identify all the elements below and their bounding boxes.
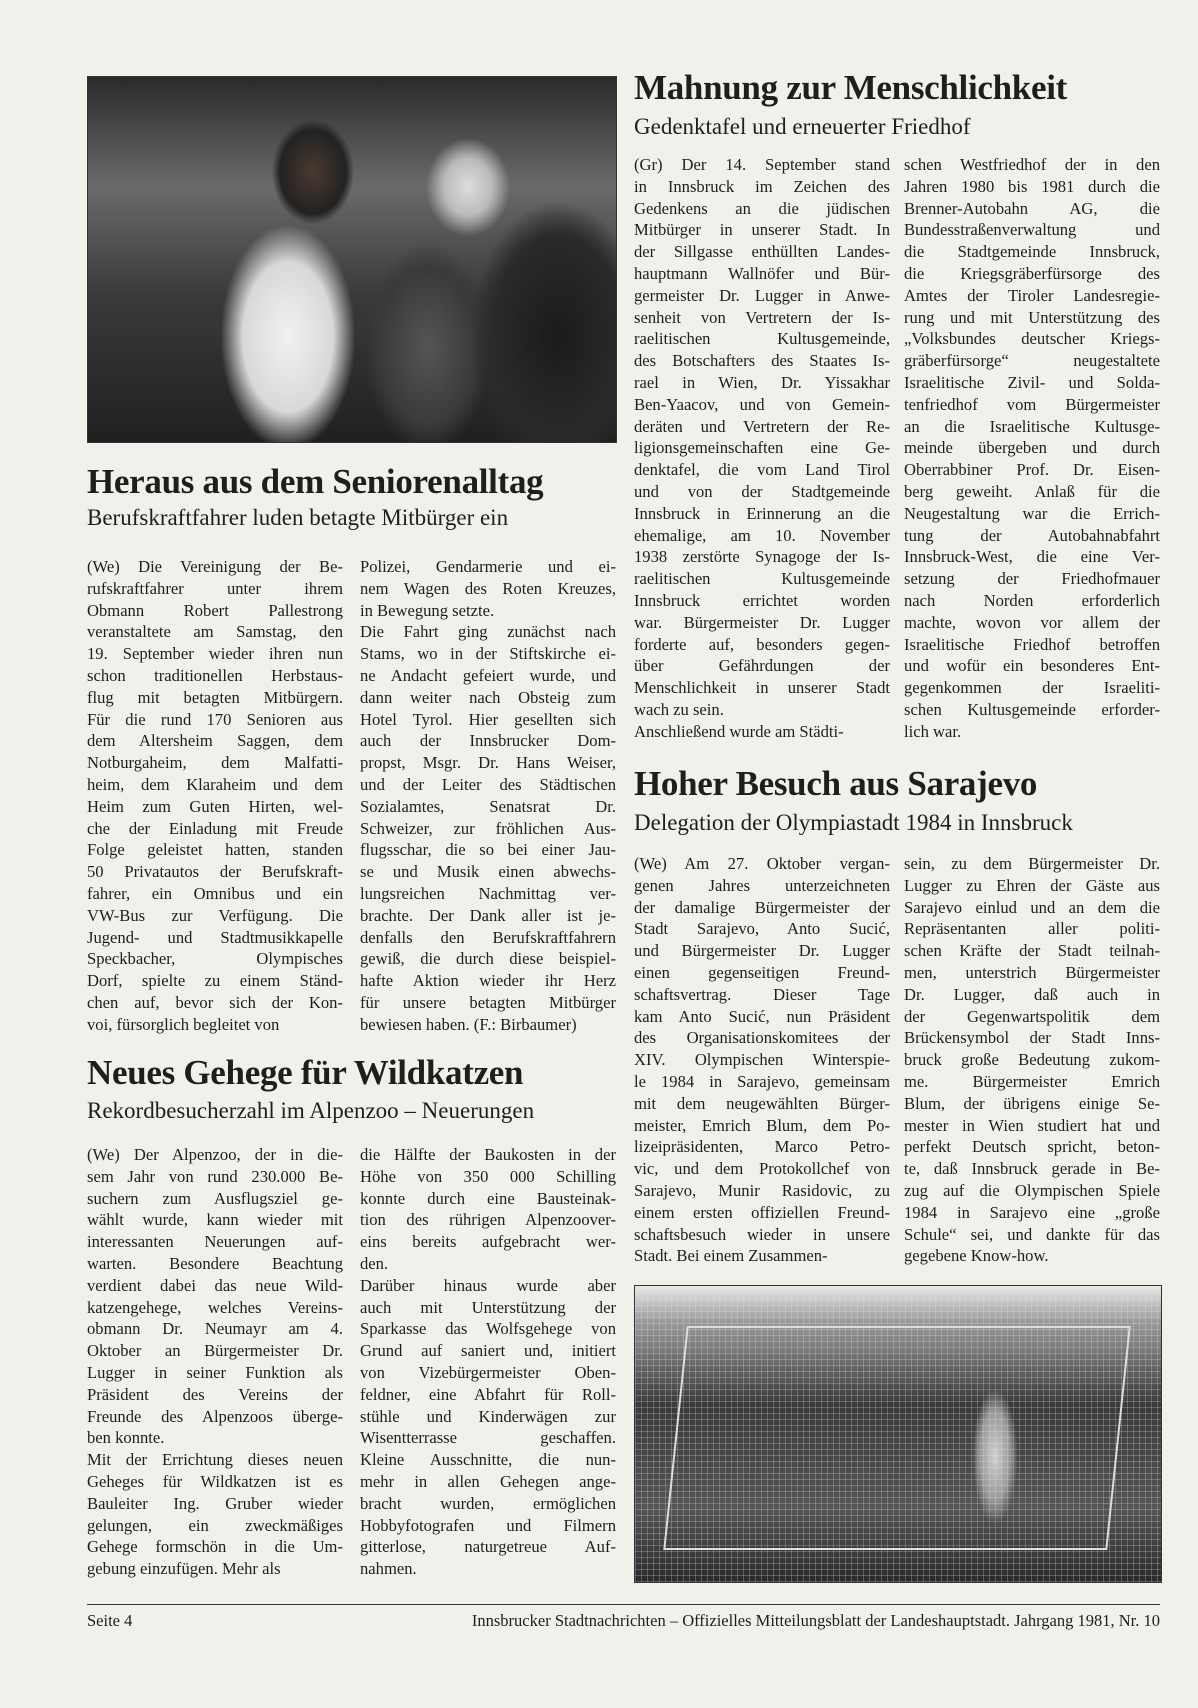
text-line: der Sillgasse enthüllten Landes- xyxy=(634,242,890,262)
text-line: gegebene Know-how. xyxy=(904,1246,1049,1266)
text-line: raelitischen Kultusgemeinde, xyxy=(634,329,890,349)
text-line: hauptmann Wallnöfer und Bür- xyxy=(634,263,890,283)
text-line: Lugger zu Ehren der Gäste aus xyxy=(904,875,1160,895)
column-senioren-1 xyxy=(87,556,343,1036)
text-line: genen Jahres unterzeichneten xyxy=(634,875,890,895)
text-line: rufskraftfahrer unter ihrem xyxy=(87,578,343,598)
text-line: Oberrabbiner Prof. Dr. Eisen- xyxy=(904,460,1160,480)
column-wildkatzen-2 xyxy=(360,1144,616,1580)
text-line: Die Fahrt ging zunächst nach xyxy=(360,622,616,642)
text-line: berg geweiht. Anlaß für die xyxy=(904,481,1160,501)
text-line: und Bürgermeister Dr. Lugger xyxy=(634,941,890,961)
text-line: perfekt Deutsch spricht, beton- xyxy=(904,1137,1160,1157)
column-mahnung-2 xyxy=(904,154,1160,743)
text-line: rung und mit Unterstützung des xyxy=(904,307,1160,327)
text-line: Sozialamtes, Senatsrat Dr. xyxy=(360,796,616,816)
text-line: und der Leiter des Städtischen xyxy=(360,774,616,794)
text-line: gewiß, die durch diese beispiel- xyxy=(360,949,616,969)
text-line: raelitischen Kultusgemeinde xyxy=(634,569,890,589)
headline-sarajevo: Hoher Besuch aus Sarajevo xyxy=(634,764,1038,803)
text-line: germeister Dr. Lugger in Anwe- xyxy=(634,285,890,305)
text-line: Notburgaheim, dem Malfatti- xyxy=(87,753,343,773)
text-line: bracht wurden, ermöglichen xyxy=(360,1493,616,1513)
text-line: forderte auf, besonders gegen- xyxy=(634,634,890,654)
text-line: ligionsgemeinschaften eine Ge- xyxy=(634,438,890,458)
text-line: feldner, eine Abfahrt für Roll- xyxy=(360,1384,616,1404)
text-line: Ben-Yaacov, und von Gemein- xyxy=(634,394,890,414)
text-line: (We) Der Alpenzoo, der in die- xyxy=(87,1145,343,1164)
text-line: Geheges für Wildkatzen ist es xyxy=(87,1471,343,1491)
text-line: Hotel Tyrol. Hier gesellten sich xyxy=(360,709,616,729)
text-line: einem ersten offiziellen Freund- xyxy=(634,1202,890,1222)
subheadline-senioren: Berufskraftfahrer luden betagte Mitbürger ein xyxy=(87,505,509,530)
text-line: schen Kräfte der Stadt teilnah- xyxy=(904,941,1160,961)
text-line: Innsbruck errichtet worden xyxy=(634,590,890,610)
text-line: sein, zu dem Bürgermeister Dr. xyxy=(904,854,1160,873)
text-line: heim, dem Klaraheim und dem xyxy=(87,774,343,794)
text-line: bruck große Bedeutung zukom- xyxy=(904,1050,1160,1070)
text-line: meinde übergeben und durch xyxy=(904,438,1160,458)
text-line: war. Bürgermeister Dr. Lugger xyxy=(634,612,890,632)
text-line: Grund auf saniert und, initiert xyxy=(360,1341,616,1361)
text-line: chen auf, bevor sich der Kon- xyxy=(87,992,343,1012)
text-line: Gehege formschön in die Um- xyxy=(87,1537,343,1557)
text-line: Schweizer, zur fröhlichen Aus- xyxy=(360,818,616,838)
text-line: der Gegenwartspolitik dem xyxy=(904,1006,1160,1026)
subheadline-sarajevo: Delegation der Olympiastadt 1984 in Innsbruck xyxy=(634,810,1073,835)
text-line: lizeipräsidenten, Marco Petro- xyxy=(634,1137,890,1157)
column-senioren-2 xyxy=(360,556,616,1036)
text-line: gebung einzufügen. Mehr als xyxy=(87,1559,281,1579)
text-line: die Stadtgemeinde Innsbruck, xyxy=(904,242,1160,262)
text-line: Anschließend wurde am Städti- xyxy=(634,721,844,741)
text-line: schon traditionellen Herbstaus- xyxy=(87,665,343,685)
text-line: Präsident des Vereins der xyxy=(87,1384,343,1404)
text-line: den. xyxy=(360,1253,389,1273)
text-line: (Gr) Der 14. September stand xyxy=(634,155,890,174)
text-line: „Volksbundes deutscher Kriegs- xyxy=(904,329,1160,349)
text-line: Mit der Errichtung dieses neuen xyxy=(87,1450,343,1470)
text-line: kam Anto Sucić, nun Präsident xyxy=(634,1006,890,1026)
photo-wildcat-enclosure xyxy=(634,1285,1162,1583)
text-line: stühle und Kinderwägen zur xyxy=(360,1406,616,1426)
text-line: schen Westfriedhof der in den xyxy=(904,155,1160,174)
subheadline-wildkatzen: Rekordbesucherzahl im Alpenzoo – Neuerungen xyxy=(87,1098,535,1123)
text-line: die Hälfte der Baukosten in der xyxy=(360,1145,616,1164)
text-line: Jahren 1980 bis 1981 durch die xyxy=(904,176,1160,196)
text-line: Sparkasse das Wolfsgehege von xyxy=(360,1319,616,1339)
text-line: ben konnte. xyxy=(87,1428,165,1448)
text-line: Menschlichkeit in unserer Stadt xyxy=(634,678,890,698)
text-line: Polizei, Gendarmerie und ei- xyxy=(360,557,616,576)
text-line: Blum, der übrigens einige Se- xyxy=(904,1093,1160,1113)
text-line: Gedenkens an die jüdischen xyxy=(634,198,890,218)
text-line: Obmann Robert Pallestrong xyxy=(87,600,343,620)
text-line: Höhe von 350 000 Schilling xyxy=(360,1166,616,1186)
text-line: des Organisationskomitees der xyxy=(634,1028,890,1048)
text-line: Freunde des Alpenzoos überge- xyxy=(87,1406,343,1426)
text-line: bewiesen haben. (F.: Birbaumer) xyxy=(360,1014,577,1034)
text-line: nem Wagen des Roten Kreuzes, xyxy=(360,578,616,598)
text-line: veranstaltete am Samstag, den xyxy=(87,622,343,642)
text-line: wählt wurde, kann wieder mit xyxy=(87,1210,343,1230)
text-line: katzengehege, welches Vereins- xyxy=(87,1297,343,1317)
text-line: VW-Bus zur Verfügung. Die xyxy=(87,905,343,925)
text-line: Heim zum Guten Hirten, wel- xyxy=(87,796,343,816)
text-line: Stadt Sarajevo, Anto Sucić, xyxy=(634,919,890,939)
text-line: Darüber hinaus wurde aber xyxy=(360,1275,616,1295)
text-line: mehr in allen Gehegen ange- xyxy=(360,1471,616,1491)
text-line: über Gefährdungen der xyxy=(634,656,890,676)
column-sarajevo-2 xyxy=(904,853,1160,1267)
text-line: ne Andacht gefeiert wurde, und xyxy=(360,665,616,685)
text-line: XIV. Olympischen Winterspie- xyxy=(634,1050,890,1070)
text-line: rael in Wien, Dr. Yissakhar xyxy=(634,372,890,392)
text-line: einen gegenseitigen Freund- xyxy=(634,962,890,982)
text-line: gelungen, ein zweckmäßiges xyxy=(87,1515,343,1535)
text-line: le 1984 in Sarajevo, gemeinsam xyxy=(634,1071,890,1091)
text-line: von Vizebürgermeister Oben- xyxy=(360,1362,616,1382)
text-line: die Kriegsgräberfürsorge des xyxy=(904,263,1160,283)
text-line: Bauleiter Ing. Gruber wieder xyxy=(87,1493,343,1513)
text-line: Brenner-Autobahn AG, die xyxy=(904,198,1160,218)
text-line: für unsere betagten Mitbürger xyxy=(360,992,616,1012)
text-line: propst, Msgr. Dr. Hans Weiser, xyxy=(360,753,616,773)
text-line: meister, Emrich Blum, dem Po- xyxy=(634,1115,890,1135)
text-line: mit dem neugewählten Bürger- xyxy=(634,1093,890,1113)
text-line: und wofür ein besonderes Ent- xyxy=(904,656,1160,676)
text-line: Innsbruck in Erinnerung an die xyxy=(634,503,890,523)
text-line: hafte Aktion wieder ihr Herz xyxy=(360,971,616,991)
text-line: Speckbacher, Olympisches xyxy=(87,949,343,969)
text-line: 1984 in Sarajevo eine „große xyxy=(904,1202,1160,1222)
headline-mahnung: Mahnung zur Menschlichkeit xyxy=(634,68,1067,107)
text-line: brachte. Der Dank aller ist je- xyxy=(360,905,616,925)
page-number: Seite 4 xyxy=(87,1611,133,1630)
text-line: se und Musik einen abwechs- xyxy=(360,862,616,882)
text-line: in Innsbruck im Zeichen des xyxy=(634,176,890,196)
text-line: lungsreichen Nachmittag ver- xyxy=(360,883,616,903)
text-line: (We) Am 27. Oktober vergan- xyxy=(634,854,890,873)
text-line: Stams, wo in der Stiftskirche ei- xyxy=(360,644,616,664)
text-line: Lugger in seiner Funktion als xyxy=(87,1362,343,1382)
text-line: nahmen. xyxy=(360,1559,417,1579)
headline-wildkatzen: Neues Gehege für Wildkatzen xyxy=(87,1053,524,1092)
text-line: tung der Autobahnabfahrt xyxy=(904,525,1160,545)
column-mahnung-1 xyxy=(634,154,890,743)
text-line: 1938 zerstörte Synagoge der Is- xyxy=(634,547,890,567)
text-line: te, daß Innsbruck gerade in Be- xyxy=(904,1159,1160,1179)
text-line: in Bewegung setzte. xyxy=(360,600,495,620)
text-line: Amtes der Tiroler Landesregie- xyxy=(904,285,1160,305)
text-line: konnte durch eine Bausteinak- xyxy=(360,1188,616,1208)
text-line: des Botschafters des Staates Is- xyxy=(634,351,890,371)
text-line: setzung der Friedhofmauer xyxy=(904,569,1160,589)
text-line: schen Kultusgemeinde erforder- xyxy=(904,699,1160,719)
text-line: sem Jahr von rund 230.000 Be- xyxy=(87,1166,343,1186)
text-line: dann weiter nach Obsteig zum xyxy=(360,687,616,707)
headline-senioren: Heraus aus dem Seniorenalltag xyxy=(87,462,544,501)
text-line: Dr. Lugger, daß auch in xyxy=(904,984,1160,1004)
text-line: Stadt. Bei einem Zusammen- xyxy=(634,1246,828,1266)
text-line: dem Altersheim Saggen, dem xyxy=(87,731,343,751)
text-line: schaftsbesuch wieder in unsere xyxy=(634,1224,890,1244)
text-line: an die Israelitische Kultusge- xyxy=(904,416,1160,436)
text-line: Wisentterrasse geschaffen. xyxy=(360,1428,616,1448)
text-line: interessanten Neuerungen auf- xyxy=(87,1232,343,1252)
text-line: machte, wovon vor allem der xyxy=(904,612,1160,632)
text-line: deräten und Vertretern der Re- xyxy=(634,416,890,436)
text-line: Bundesstraßenverwaltung und xyxy=(904,220,1160,240)
text-line: Innsbruck-West, die eine Ver- xyxy=(904,547,1160,567)
text-line: senheit von Vertretern der Is- xyxy=(634,307,890,327)
text-line: me. Bürgermeister Emrich xyxy=(904,1071,1160,1091)
column-wildkatzen-1 xyxy=(87,1144,343,1580)
text-line: Oktober an Bürgermeister Dr. xyxy=(87,1341,343,1361)
text-line: Neugestaltung war die Errich- xyxy=(904,503,1160,523)
text-line: gegenkommen der Israeliti- xyxy=(904,678,1160,698)
text-line: Repräsentanten aller politi- xyxy=(904,919,1160,939)
text-line: fahrer, ein Omnibus und ein xyxy=(87,883,343,903)
text-line: Für die rund 170 Senioren aus xyxy=(87,709,343,729)
text-line: tion des rührigen Alpenzoover- xyxy=(360,1210,616,1230)
text-line: wach zu sein. xyxy=(634,699,724,719)
text-line: verdient dabei das neue Wild- xyxy=(87,1275,343,1295)
text-line: Sarajevo, Munir Rasidovic, zu xyxy=(634,1180,890,1200)
column-sarajevo-1 xyxy=(634,853,890,1267)
text-line: lich war. xyxy=(904,721,962,741)
text-line: der damalige Bürgermeister der xyxy=(634,897,890,917)
text-line: (We) Die Vereinigung der Be- xyxy=(87,557,343,576)
text-line: gitterlose, naturgetreue Auf- xyxy=(360,1537,616,1557)
text-line: Sarajevo einlud und an dem die xyxy=(904,897,1160,917)
text-line: Mitbürger in unserer Stadt. In xyxy=(634,220,890,240)
text-line: Hobbyfotografen und Filmern xyxy=(360,1515,616,1535)
text-line: obmann Dr. Neumayr am 4. xyxy=(87,1319,343,1339)
text-line: che der Einladung mit Freude xyxy=(87,818,343,838)
text-line: Folge geleistet hatten, standen xyxy=(87,840,343,860)
text-line: zug auf die Olympischen Spiele xyxy=(904,1180,1160,1200)
text-line: vic, und dem Protokollchef von xyxy=(634,1159,890,1179)
text-line: 50 Privatautos der Berufskraft- xyxy=(87,862,343,882)
text-line: flugsschar, die so bei einer Jau- xyxy=(360,840,616,860)
text-line: denfalls den Berufskraftfahrern xyxy=(360,927,616,947)
text-line: Brückensymbol der Stadt Inns- xyxy=(904,1028,1160,1048)
text-line: auch der Innsbrucker Dom- xyxy=(360,731,616,751)
text-line: nach Norden erforderlich xyxy=(904,590,1160,610)
publication-line: Innsbrucker Stadtnachrichten – Offizielles Mitteilungsblatt der Landeshauptstadt. Jahrgang 1981, Nr. 10 xyxy=(471,1611,1160,1630)
text-line: denktafel, die vom Land Tirol xyxy=(634,460,890,480)
text-line: suchern zum Ausflugsziel ge- xyxy=(87,1188,343,1208)
text-line: eins bereits aufgebracht wer- xyxy=(360,1232,616,1252)
text-line: 19. September wieder ihren nun xyxy=(87,644,343,664)
text-line: men, unterstrich Bürgermeister xyxy=(904,962,1160,982)
text-line: Israelitische Friedhof betroffen xyxy=(904,634,1160,654)
text-line: ehemalige, am 10. November xyxy=(634,525,890,545)
subheadline-mahnung: Gedenktafel und erneuerter Friedhof xyxy=(634,114,971,139)
text-line: Israelitische Zivil- und Solda- xyxy=(904,372,1160,392)
text-line: warten. Besondere Beachtung xyxy=(87,1253,343,1273)
text-line: Kleine Ausschnitte, die nun- xyxy=(360,1450,616,1470)
text-line: tenfriedhof vom Bürgermeister xyxy=(904,394,1160,414)
text-line: flug mit betagten Mitbürgern. xyxy=(87,687,343,707)
text-line: gräberfürsorge“ neugestaltete xyxy=(904,351,1160,371)
text-line: und von der Stadtgemeinde xyxy=(634,481,890,501)
text-line: schaftsvertrag. Dieser Tage xyxy=(634,984,890,1004)
text-line: Schule“ sei, und dankte für das xyxy=(904,1224,1160,1244)
enclosure-frame xyxy=(663,1326,1131,1550)
text-line: Dorf, spielte zu einem Ständ- xyxy=(87,971,343,991)
text-line: mester in Wien studiert hat und xyxy=(904,1115,1160,1135)
text-line: voi, fürsorglich begleitet von xyxy=(87,1014,280,1034)
text-line: Jugend- und Stadtmusikkapelle xyxy=(87,927,343,947)
photo-seniors-boarding-car xyxy=(87,76,617,443)
text-line: auch mit Unterstützung der xyxy=(360,1297,616,1317)
footer-rule xyxy=(87,1604,1160,1605)
